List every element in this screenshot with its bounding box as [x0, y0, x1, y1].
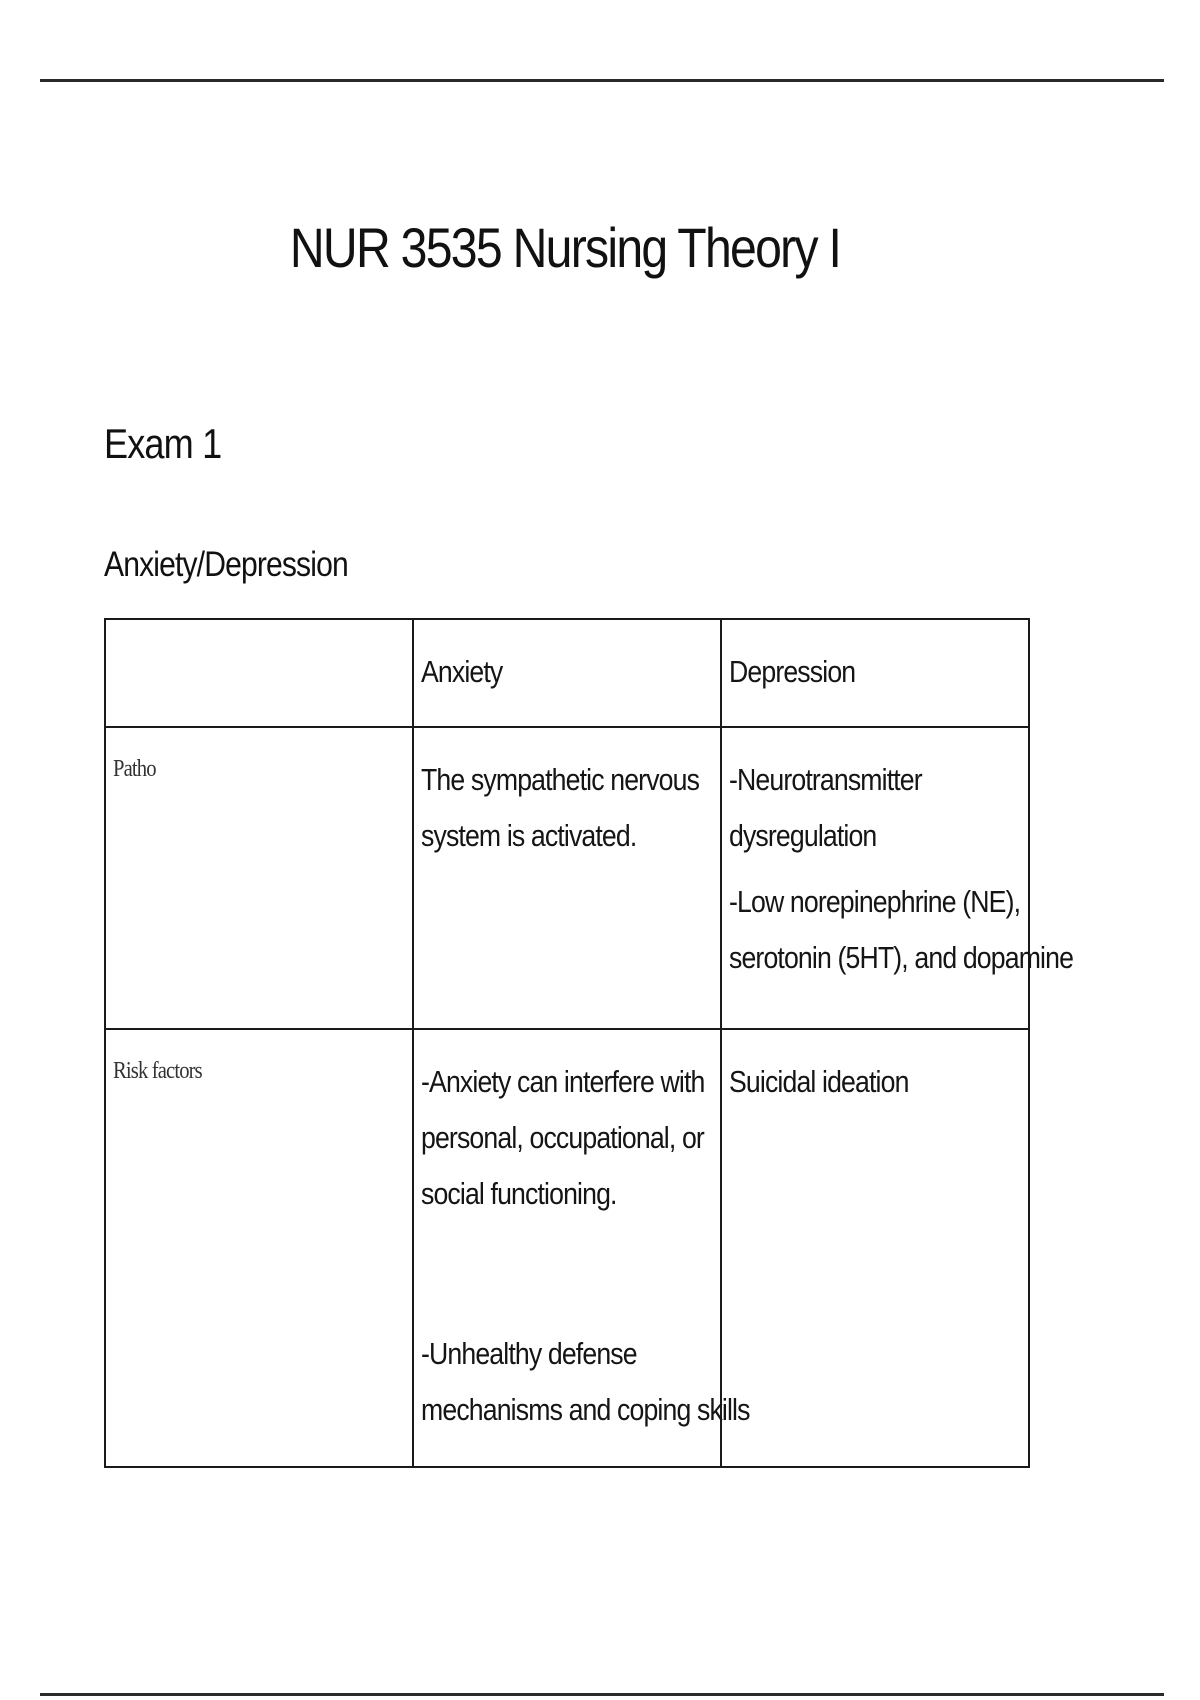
patho-anxiety-cell: The sympathetic nervous system is activated.	[413, 727, 721, 1029]
header-cell-anxiety: Anxiety	[413, 619, 721, 727]
header-cell-depression: Depression	[721, 619, 1029, 727]
header-cell-blank	[105, 619, 413, 727]
table-row-patho	[105, 727, 1029, 1029]
bottom-rule	[40, 1693, 1164, 1696]
document-title: NUR 3535 Nursing Theory I	[289, 216, 841, 279]
comparison-table	[104, 618, 1074, 1468]
exam-heading: Exam 1	[104, 420, 222, 467]
table-row-risk-factors	[105, 1029, 1029, 1467]
patho-depression-para-1: -Neurotransmitter dysregulation	[729, 762, 922, 853]
row-label-risk-factors: Risk factors	[105, 1029, 413, 1467]
patho-depression-cell	[721, 727, 1074, 1029]
patho-depression-para-2: -Low norepinephrine (NE), serotonin (5HT), and dopamine	[729, 884, 1074, 975]
risk-anxiety-cell	[413, 1029, 750, 1467]
section-heading: Anxiety/Depression	[104, 545, 348, 584]
top-rule	[40, 79, 1164, 82]
risk-anxiety-para-1: -Anxiety can interfere with personal, occupational, or social functioning.	[421, 1064, 705, 1211]
risk-depression-cell: Suicidal ideation	[721, 1029, 1029, 1467]
table-header-row	[105, 619, 1029, 727]
risk-anxiety-para-2: -Unhealthy defense mechanisms and coping skills	[421, 1336, 750, 1427]
row-label-patho: Patho	[105, 727, 413, 1029]
